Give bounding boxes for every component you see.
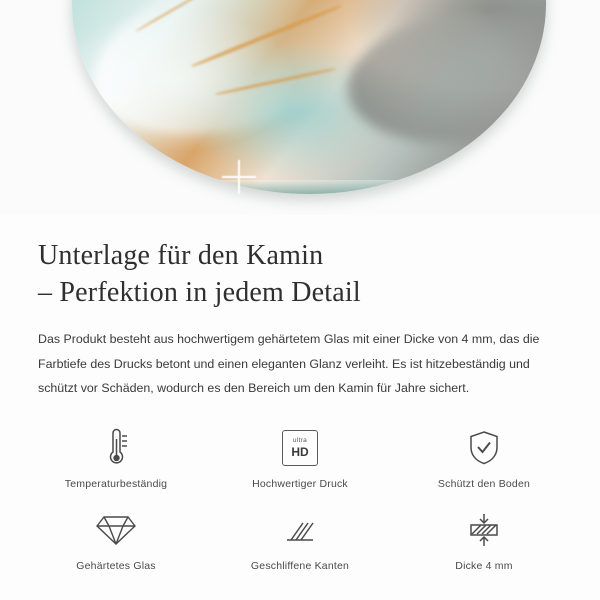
feature-item-temperature [24, 426, 208, 490]
feature-item-tempered-glass [24, 508, 208, 572]
shield-check-icon [464, 426, 504, 470]
feature-item-thickness [392, 508, 576, 572]
feature-label: Gehärtetes Glas [76, 560, 156, 573]
feature-item-print-quality [208, 426, 392, 490]
page-title [38, 237, 562, 311]
feature-label: Dicke 4 mm [455, 560, 513, 573]
page-title-line-2: – Perfektion in jedem Detail [38, 277, 361, 309]
thermometer-icon [96, 426, 136, 470]
feature-label: Temperaturbeständig [64, 478, 168, 491]
polished-edges-icon [279, 508, 321, 552]
thickness-arrows-icon [463, 508, 505, 552]
feature-grid [0, 426, 600, 572]
text-content [0, 215, 600, 400]
page-title-line-1: Unterlage für den Kamin [38, 240, 324, 271]
feature-label: Hochwertiger Druck [252, 478, 348, 491]
ultra-hd-badge-bottom: HD [291, 444, 309, 459]
feature-label: Geschliffene Kanten [250, 560, 350, 573]
feature-item-floor-protection [392, 426, 576, 490]
description-paragraph: Das Produkt besteht aus hochwertigem gehärtetem Glas mit einer Dicke von 4 mm, das die Farbtiefe des Drucks betont und einen eleganten Glanz verleiht. Es ist hitzebeständig und schützt vor Schäden, wodurch es den Bereich um den Kamin für Jahre sichert. [38, 332, 540, 395]
diamond-icon [95, 508, 137, 552]
ultra-hd-icon [282, 426, 318, 470]
ultra-hd-badge-top: ultra [292, 437, 308, 445]
hero-image [0, 0, 600, 215]
feature-label: Schützt den Boden [437, 478, 531, 491]
feature-item-polished-edges [208, 508, 392, 572]
